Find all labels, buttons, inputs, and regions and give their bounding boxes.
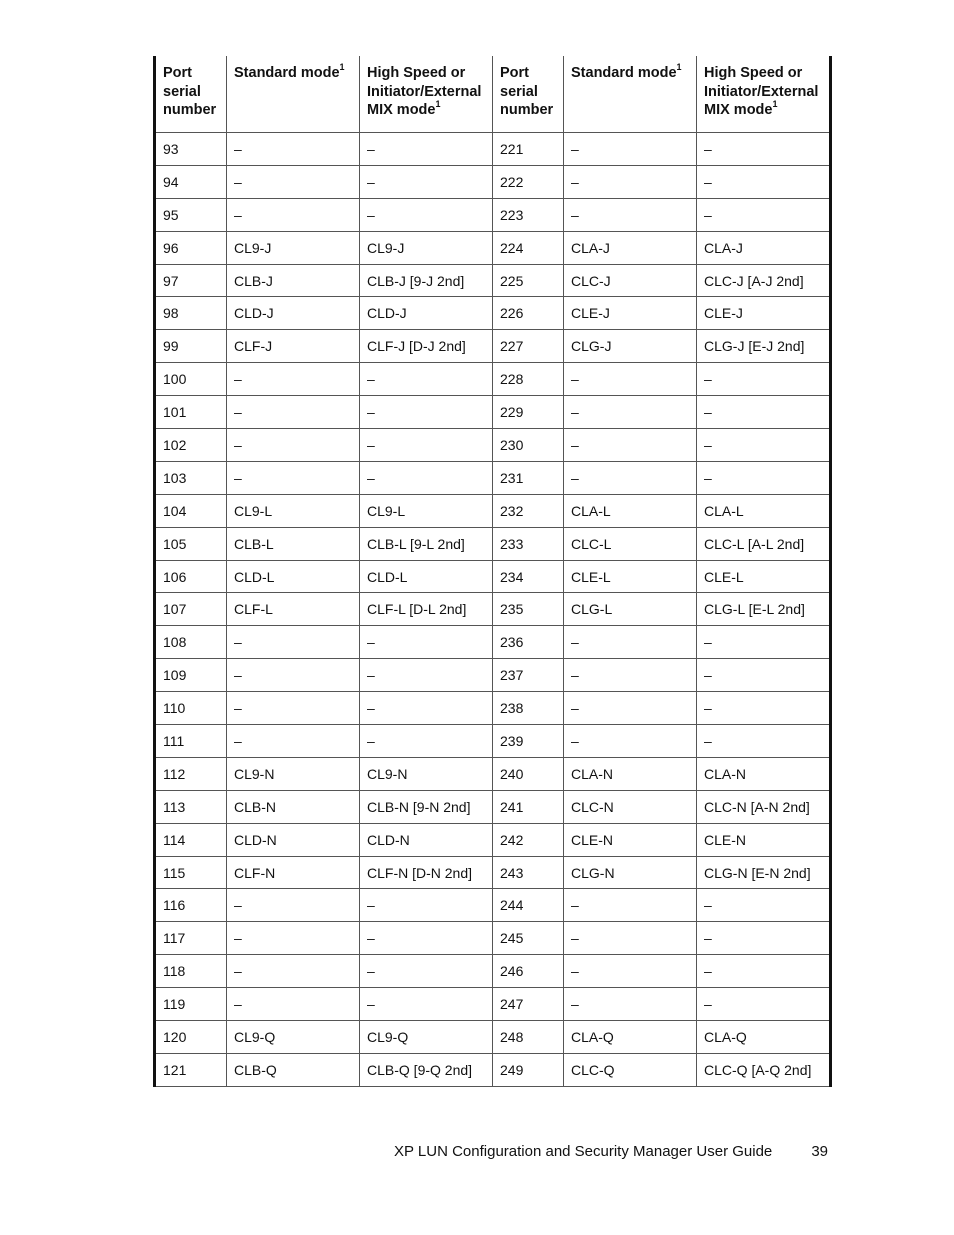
cell-port-serial-right: 241 xyxy=(493,790,564,823)
table-row xyxy=(155,988,831,1021)
cell-standard-mode-left: CLB-L xyxy=(227,527,360,560)
table-row xyxy=(155,264,831,297)
cell-port-serial-left: 120 xyxy=(155,1021,227,1054)
cell-high-speed-mode-right: CLC-L [A-L 2nd] xyxy=(697,527,831,560)
cell-high-speed-mode-left: CLD-L xyxy=(360,560,493,593)
header-high-speed-mode-right: High Speed or Initiator/External MIX mode$^1$ xyxy=(697,56,831,133)
table-row xyxy=(155,330,831,363)
table-row xyxy=(155,560,831,593)
cell-standard-mode-right: – xyxy=(564,133,697,166)
cell-high-speed-mode-left: CL9-J xyxy=(360,231,493,264)
cell-high-speed-mode-right: – xyxy=(697,955,831,988)
cell-standard-mode-right: CLG-J xyxy=(564,330,697,363)
cell-standard-mode-right: – xyxy=(564,889,697,922)
cell-high-speed-mode-right: CLC-J [A-J 2nd] xyxy=(697,264,831,297)
cell-port-serial-left: 100 xyxy=(155,363,227,396)
cell-port-serial-left: 95 xyxy=(155,198,227,231)
table-row xyxy=(155,1053,831,1086)
cell-standard-mode-left: CL9-L xyxy=(227,494,360,527)
cell-port-serial-left: 99 xyxy=(155,330,227,363)
cell-standard-mode-left: – xyxy=(227,396,360,429)
header-standard-mode-right: Standard mode$^1$ xyxy=(564,56,697,133)
cell-high-speed-mode-left: CL9-L xyxy=(360,494,493,527)
cell-high-speed-mode-left: – xyxy=(360,889,493,922)
table-row xyxy=(155,626,831,659)
cell-standard-mode-right: CLC-N xyxy=(564,790,697,823)
table-row xyxy=(155,955,831,988)
header-standard-mode-left: Standard mode$^1$ xyxy=(227,56,360,133)
cell-port-serial-right: 248 xyxy=(493,1021,564,1054)
cell-port-serial-right: 247 xyxy=(493,988,564,1021)
port-table-container xyxy=(153,56,829,1087)
cell-port-serial-right: 240 xyxy=(493,757,564,790)
cell-port-serial-left: 111 xyxy=(155,725,227,758)
table-header-row xyxy=(155,56,831,133)
table-row xyxy=(155,165,831,198)
cell-high-speed-mode-left: CLF-J [D-J 2nd] xyxy=(360,330,493,363)
cell-port-serial-left: 103 xyxy=(155,461,227,494)
cell-high-speed-mode-right: – xyxy=(697,133,831,166)
cell-standard-mode-left: – xyxy=(227,429,360,462)
cell-port-serial-right: 221 xyxy=(493,133,564,166)
cell-port-serial-left: 97 xyxy=(155,264,227,297)
cell-port-serial-left: 115 xyxy=(155,856,227,889)
cell-standard-mode-left: – xyxy=(227,889,360,922)
cell-port-serial-left: 107 xyxy=(155,593,227,626)
cell-high-speed-mode-left: – xyxy=(360,725,493,758)
cell-standard-mode-right: – xyxy=(564,626,697,659)
cell-port-serial-right: 236 xyxy=(493,626,564,659)
cell-high-speed-mode-right: CLC-Q [A-Q 2nd] xyxy=(697,1053,831,1086)
cell-port-serial-right: 233 xyxy=(493,527,564,560)
table-row xyxy=(155,231,831,264)
cell-standard-mode-left: CLF-J xyxy=(227,330,360,363)
cell-port-serial-right: 237 xyxy=(493,659,564,692)
cell-high-speed-mode-right: – xyxy=(697,922,831,955)
cell-standard-mode-left: – xyxy=(227,988,360,1021)
cell-standard-mode-right: – xyxy=(564,725,697,758)
table-row xyxy=(155,297,831,330)
cell-high-speed-mode-right: – xyxy=(697,889,831,922)
cell-port-serial-left: 96 xyxy=(155,231,227,264)
cell-port-serial-left: 112 xyxy=(155,757,227,790)
cell-high-speed-mode-right: – xyxy=(697,692,831,725)
cell-port-serial-left: 106 xyxy=(155,560,227,593)
cell-high-speed-mode-right: – xyxy=(697,626,831,659)
cell-high-speed-mode-right: CLE-J xyxy=(697,297,831,330)
cell-standard-mode-right: – xyxy=(564,988,697,1021)
cell-standard-mode-left: CLD-L xyxy=(227,560,360,593)
cell-high-speed-mode-right: – xyxy=(697,988,831,1021)
cell-port-serial-left: 119 xyxy=(155,988,227,1021)
table-row xyxy=(155,198,831,231)
cell-port-serial-left: 117 xyxy=(155,922,227,955)
footnote-marker: 1 xyxy=(339,62,345,73)
cell-high-speed-mode-left: – xyxy=(360,429,493,462)
cell-port-serial-right: 238 xyxy=(493,692,564,725)
cell-standard-mode-left: – xyxy=(227,725,360,758)
table-row xyxy=(155,363,831,396)
table-row xyxy=(155,889,831,922)
cell-high-speed-mode-right: CLG-J [E-J 2nd] xyxy=(697,330,831,363)
cell-standard-mode-right: CLA-Q xyxy=(564,1021,697,1054)
cell-port-serial-right: 244 xyxy=(493,889,564,922)
cell-standard-mode-left: CLB-J xyxy=(227,264,360,297)
cell-port-serial-right: 229 xyxy=(493,396,564,429)
cell-high-speed-mode-right: CLE-N xyxy=(697,823,831,856)
cell-high-speed-mode-left: CL9-N xyxy=(360,757,493,790)
cell-standard-mode-left: – xyxy=(227,165,360,198)
cell-standard-mode-right: CLC-Q xyxy=(564,1053,697,1086)
table-row xyxy=(155,823,831,856)
cell-high-speed-mode-right: – xyxy=(697,165,831,198)
cell-port-serial-right: 246 xyxy=(493,955,564,988)
cell-port-serial-right: 243 xyxy=(493,856,564,889)
table-row xyxy=(155,494,831,527)
cell-high-speed-mode-right: – xyxy=(697,429,831,462)
cell-port-serial-left: 118 xyxy=(155,955,227,988)
cell-high-speed-mode-left: CLD-J xyxy=(360,297,493,330)
cell-port-serial-left: 105 xyxy=(155,527,227,560)
cell-standard-mode-right: – xyxy=(564,955,697,988)
cell-port-serial-left: 102 xyxy=(155,429,227,462)
cell-high-speed-mode-left: CLF-N [D-N 2nd] xyxy=(360,856,493,889)
cell-standard-mode-right: – xyxy=(564,692,697,725)
cell-port-serial-left: 121 xyxy=(155,1053,227,1086)
cell-standard-mode-right: – xyxy=(564,198,697,231)
cell-high-speed-mode-left: CLB-N [9-N 2nd] xyxy=(360,790,493,823)
footer-page-number: 39 xyxy=(811,1143,828,1160)
cell-high-speed-mode-right: – xyxy=(697,659,831,692)
cell-high-speed-mode-left: – xyxy=(360,396,493,429)
cell-standard-mode-right: – xyxy=(564,429,697,462)
cell-standard-mode-right: CLG-L xyxy=(564,593,697,626)
cell-high-speed-mode-right: CLE-L xyxy=(697,560,831,593)
cell-port-serial-right: 225 xyxy=(493,264,564,297)
cell-port-serial-right: 242 xyxy=(493,823,564,856)
cell-high-speed-mode-right: CLA-J xyxy=(697,231,831,264)
cell-standard-mode-left: – xyxy=(227,692,360,725)
cell-standard-mode-left: CLB-Q xyxy=(227,1053,360,1086)
cell-standard-mode-right: CLC-J xyxy=(564,264,697,297)
cell-high-speed-mode-right: – xyxy=(697,363,831,396)
cell-port-serial-right: 226 xyxy=(493,297,564,330)
cell-standard-mode-right: CLC-L xyxy=(564,527,697,560)
cell-standard-mode-right: CLE-J xyxy=(564,297,697,330)
cell-standard-mode-left: CL9-J xyxy=(227,231,360,264)
table-row xyxy=(155,922,831,955)
cell-standard-mode-right: – xyxy=(564,922,697,955)
cell-port-serial-right: 227 xyxy=(493,330,564,363)
cell-high-speed-mode-right: CLA-L xyxy=(697,494,831,527)
cell-standard-mode-left: CLF-L xyxy=(227,593,360,626)
cell-port-serial-right: 235 xyxy=(493,593,564,626)
cell-standard-mode-left: CL9-N xyxy=(227,757,360,790)
cell-high-speed-mode-left: CLB-J [9-J 2nd] xyxy=(360,264,493,297)
cell-port-serial-right: 231 xyxy=(493,461,564,494)
footnote-marker: 1 xyxy=(772,99,778,110)
cell-high-speed-mode-right: CLG-N [E-N 2nd] xyxy=(697,856,831,889)
cell-port-serial-right: 230 xyxy=(493,429,564,462)
cell-standard-mode-right: CLE-L xyxy=(564,560,697,593)
cell-high-speed-mode-left: – xyxy=(360,363,493,396)
cell-high-speed-mode-left: CLB-L [9-L 2nd] xyxy=(360,527,493,560)
cell-standard-mode-right: – xyxy=(564,659,697,692)
cell-standard-mode-right: CLA-L xyxy=(564,494,697,527)
cell-high-speed-mode-right: CLA-Q xyxy=(697,1021,831,1054)
header-port-serial-number-left: Port serial number xyxy=(155,56,227,133)
cell-high-speed-mode-left: CLB-Q [9-Q 2nd] xyxy=(360,1053,493,1086)
footnote-marker: 1 xyxy=(435,99,441,110)
cell-port-serial-left: 110 xyxy=(155,692,227,725)
cell-port-serial-right: 222 xyxy=(493,165,564,198)
cell-standard-mode-right: – xyxy=(564,396,697,429)
table-row xyxy=(155,133,831,166)
footnote-marker: 1 xyxy=(676,62,682,73)
cell-high-speed-mode-right: CLA-N xyxy=(697,757,831,790)
cell-standard-mode-right: CLG-N xyxy=(564,856,697,889)
cell-standard-mode-left: CLD-J xyxy=(227,297,360,330)
cell-high-speed-mode-left: – xyxy=(360,988,493,1021)
cell-port-serial-left: 93 xyxy=(155,133,227,166)
cell-high-speed-mode-left: – xyxy=(360,922,493,955)
cell-port-serial-left: 109 xyxy=(155,659,227,692)
cell-high-speed-mode-right: CLC-N [A-N 2nd] xyxy=(697,790,831,823)
cell-high-speed-mode-left: – xyxy=(360,133,493,166)
cell-standard-mode-left: – xyxy=(227,198,360,231)
table-row xyxy=(155,757,831,790)
cell-standard-mode-left: – xyxy=(227,461,360,494)
cell-high-speed-mode-right: CLG-L [E-L 2nd] xyxy=(697,593,831,626)
cell-port-serial-left: 114 xyxy=(155,823,227,856)
cell-high-speed-mode-left: – xyxy=(360,165,493,198)
cell-high-speed-mode-left: – xyxy=(360,198,493,231)
cell-port-serial-right: 223 xyxy=(493,198,564,231)
cell-standard-mode-right: CLA-N xyxy=(564,757,697,790)
cell-high-speed-mode-right: – xyxy=(697,725,831,758)
cell-high-speed-mode-left: – xyxy=(360,626,493,659)
table-row xyxy=(155,856,831,889)
table-row xyxy=(155,659,831,692)
cell-standard-mode-right: CLE-N xyxy=(564,823,697,856)
cell-high-speed-mode-left: CLF-L [D-L 2nd] xyxy=(360,593,493,626)
header-high-speed-mode-left: High Speed or Initiator/External MIX mode$^1$ xyxy=(360,56,493,133)
cell-standard-mode-right: – xyxy=(564,461,697,494)
cell-standard-mode-left: – xyxy=(227,626,360,659)
cell-port-serial-right: 249 xyxy=(493,1053,564,1086)
cell-port-serial-left: 108 xyxy=(155,626,227,659)
cell-high-speed-mode-left: – xyxy=(360,461,493,494)
cell-standard-mode-right: – xyxy=(564,165,697,198)
cell-port-serial-right: 224 xyxy=(493,231,564,264)
table-row xyxy=(155,429,831,462)
cell-high-speed-mode-left: CLD-N xyxy=(360,823,493,856)
footer-document-title: XP LUN Configuration and Security Manager User Guide xyxy=(394,1143,773,1160)
cell-high-speed-mode-left: – xyxy=(360,955,493,988)
cell-high-speed-mode-right: – xyxy=(697,396,831,429)
cell-standard-mode-left: – xyxy=(227,133,360,166)
cell-standard-mode-left: CLB-N xyxy=(227,790,360,823)
cell-port-serial-right: 234 xyxy=(493,560,564,593)
cell-port-serial-left: 113 xyxy=(155,790,227,823)
cell-port-serial-right: 245 xyxy=(493,922,564,955)
cell-port-serial-left: 104 xyxy=(155,494,227,527)
cell-standard-mode-left: CLD-N xyxy=(227,823,360,856)
cell-standard-mode-left: CLF-N xyxy=(227,856,360,889)
cell-high-speed-mode-left: – xyxy=(360,659,493,692)
table-body xyxy=(155,133,831,1087)
port-mapping-table xyxy=(153,56,832,1087)
cell-high-speed-mode-left: CL9-Q xyxy=(360,1021,493,1054)
cell-standard-mode-right: CLA-J xyxy=(564,231,697,264)
table-row xyxy=(155,461,831,494)
table-row xyxy=(155,527,831,560)
cell-standard-mode-left: – xyxy=(227,659,360,692)
cell-port-serial-left: 98 xyxy=(155,297,227,330)
cell-port-serial-right: 228 xyxy=(493,363,564,396)
cell-port-serial-left: 116 xyxy=(155,889,227,922)
cell-high-speed-mode-right: – xyxy=(697,461,831,494)
table-row xyxy=(155,396,831,429)
table-row xyxy=(155,1021,831,1054)
cell-port-serial-right: 239 xyxy=(493,725,564,758)
cell-standard-mode-left: CL9-Q xyxy=(227,1021,360,1054)
cell-high-speed-mode-right: – xyxy=(697,198,831,231)
table-row xyxy=(155,593,831,626)
cell-port-serial-left: 101 xyxy=(155,396,227,429)
cell-standard-mode-right: – xyxy=(564,363,697,396)
table-row xyxy=(155,790,831,823)
header-port-serial-number-right: Port serial number xyxy=(493,56,564,133)
cell-port-serial-right: 232 xyxy=(493,494,564,527)
cell-standard-mode-left: – xyxy=(227,955,360,988)
cell-standard-mode-left: – xyxy=(227,922,360,955)
cell-port-serial-left: 94 xyxy=(155,165,227,198)
table-row xyxy=(155,692,831,725)
cell-high-speed-mode-left: – xyxy=(360,692,493,725)
table-row xyxy=(155,725,831,758)
cell-standard-mode-left: – xyxy=(227,363,360,396)
